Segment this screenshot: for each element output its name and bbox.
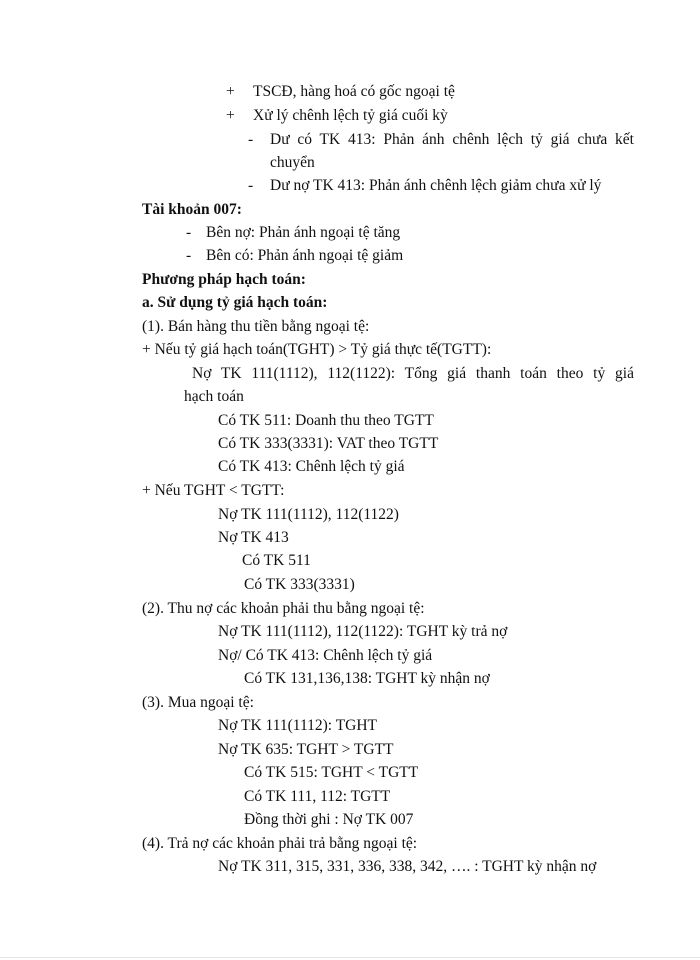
page-bottom-divider: [0, 957, 700, 958]
text-line: Có TK 413: Chênh lệch tỷ giá: [218, 458, 405, 475]
text-line: Có TK 111, 112: TGTT: [244, 788, 391, 805]
text-line: Có TK 333(3331): [244, 576, 355, 593]
bullet-dash: -: [248, 131, 254, 148]
text-line-continuation: chuyển: [270, 154, 315, 171]
text-line: Có TK 333(3331): VAT theo TGTT: [218, 435, 439, 452]
text-line: Có TK 511: [242, 552, 311, 569]
text-line: Có TK 515: TGHT < TGTT: [244, 764, 419, 781]
text-line: Bên nợ: Phản ánh ngoại tệ tăng: [206, 224, 401, 241]
text-line: Nợ TK 111(1112), 112(1122): [218, 506, 399, 523]
text-line: Nợ TK 635: TGHT > TGTT: [218, 741, 394, 758]
text-line: Nợ TK 111(1112), 112(1122): Tổng giá thanh toán theo tỷ giá: [192, 365, 634, 382]
text-line: Nợ TK 413: [218, 529, 289, 546]
text-line: Có TK 511: Doanh thu theo TGTT: [218, 412, 434, 429]
bullet-dash: -: [186, 247, 192, 264]
text-line: Dư có TK 413: Phản ánh chênh lệch tỷ giá chưa kết: [270, 131, 634, 148]
text-line: Bên có: Phản ánh ngoại tệ giảm: [206, 247, 404, 264]
text-line: (2). Thu nợ các khoản phải thu bằng ngoại tệ:: [142, 600, 425, 617]
section-heading: Phương pháp hạch toán:: [142, 271, 306, 288]
bullet-plus: +: [226, 107, 235, 124]
text-line-continuation: hạch toán: [184, 388, 244, 405]
text-line: Nợ/ Có TK 413: Chênh lệch tỷ giá: [218, 647, 433, 664]
text-line: Nợ TK 311, 315, 331, 336, 338, 342, …. : TGHT kỳ nhận nợ: [218, 858, 597, 875]
text-line: (3). Mua ngoại tệ:: [142, 694, 254, 711]
bullet-plus: +: [226, 83, 235, 100]
text-line: + Nếu tỷ giá hạch toán(TGHT) > Tỷ giá thực tế(TGTT):: [142, 341, 492, 358]
text-line: (1). Bán hàng thu tiền bằng ngoại tệ:: [142, 318, 370, 335]
text-line: (4). Trả nợ các khoản phải trả bằng ngoại tệ:: [142, 835, 418, 852]
text-line: Xử lý chênh lệch tỷ giá cuối kỳ: [253, 107, 448, 124]
section-heading: a. Sử dụng tỷ giá hạch toán:: [142, 294, 328, 311]
text-line: Đồng thời ghi : Nợ TK 007: [244, 811, 414, 828]
bullet-dash: -: [248, 177, 254, 194]
section-heading: Tài khoản 007:: [142, 201, 242, 218]
bullet-dash: -: [186, 224, 192, 241]
text-line: + Nếu TGHT < TGTT:: [142, 482, 285, 499]
text-line: Dư nợ TK 413: Phản ánh chênh lệch giảm chưa xử lý: [270, 177, 602, 194]
text-line: Nợ TK 111(1112): TGHT: [218, 717, 378, 734]
text-line: Có TK 131,136,138: TGHT kỳ nhận nợ: [244, 670, 490, 687]
text-line: TSCĐ, hàng hoá có gốc ngoại tệ: [253, 83, 455, 100]
text-line: Nợ TK 111(1112), 112(1122): TGHT kỳ trả nợ: [218, 623, 508, 640]
